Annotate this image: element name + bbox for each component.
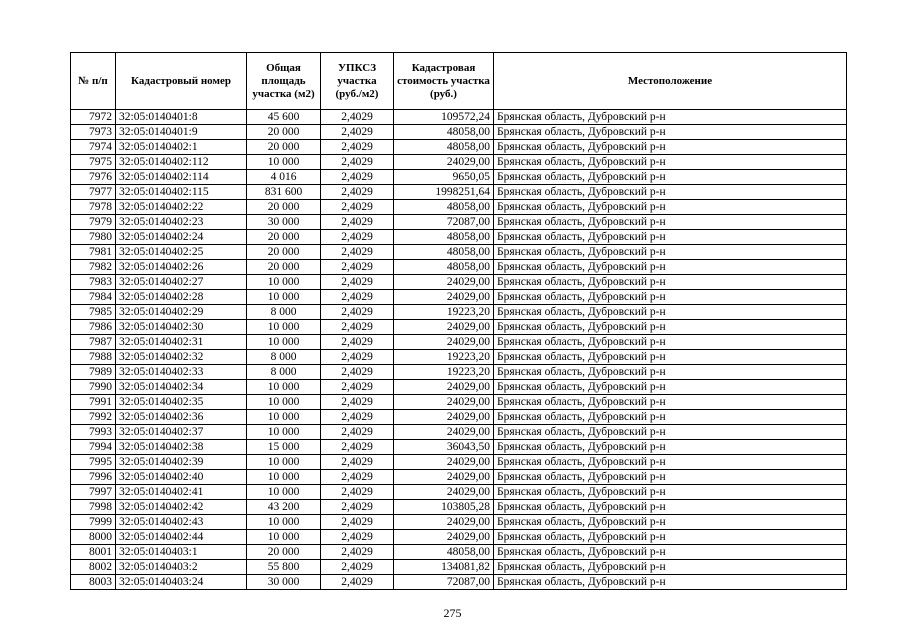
cadastral-number-cell: 32:05:0140402:32 [116, 350, 247, 365]
header-num: № п/п [71, 53, 116, 110]
table-header [71, 53, 847, 110]
row-number-cell: 7998 [71, 500, 116, 515]
cadastral-number-cell: 32:05:0140402:30 [116, 320, 247, 335]
cadastral-cost-cell: 24029,00 [394, 515, 494, 530]
upksz-cell: 2,4029 [321, 260, 394, 275]
cadastral-cost-cell: 36043,50 [394, 440, 494, 455]
upksz-cell: 2,4029 [321, 350, 394, 365]
location-cell: Брянская область, Дубровский р-н [494, 140, 847, 155]
cadastral-cost-cell: 24029,00 [394, 275, 494, 290]
row-number-cell: 7988 [71, 350, 116, 365]
cadastral-number-cell: 32:05:0140403:1 [116, 545, 247, 560]
table-row [71, 260, 847, 275]
cadastral-number-cell: 32:05:0140402:39 [116, 455, 247, 470]
row-number-cell: 7981 [71, 245, 116, 260]
row-number-cell: 7991 [71, 395, 116, 410]
upksz-cell: 2,4029 [321, 440, 394, 455]
cadastral-cost-cell: 48058,00 [394, 125, 494, 140]
cadastral-cost-cell: 24029,00 [394, 455, 494, 470]
cadastral-cost-cell: 48058,00 [394, 545, 494, 560]
cadastral-cost-cell: 48058,00 [394, 200, 494, 215]
cadastral-cost-cell: 109572,24 [394, 110, 494, 125]
upksz-cell: 2,4029 [321, 560, 394, 575]
row-number-cell: 7993 [71, 425, 116, 440]
area-cell: 45 600 [247, 110, 321, 125]
area-cell: 43 200 [247, 500, 321, 515]
area-cell: 20 000 [247, 260, 321, 275]
location-cell: Брянская область, Дубровский р-н [494, 125, 847, 140]
upksz-cell: 2,4029 [321, 335, 394, 350]
location-cell: Брянская область, Дубровский р-н [494, 155, 847, 170]
table-row [71, 485, 847, 500]
header-cadastral-cost: Кадастровая стоимость участка (руб.) [394, 53, 494, 110]
table-row [71, 155, 847, 170]
area-cell: 10 000 [247, 485, 321, 500]
table-row [71, 350, 847, 365]
row-number-cell: 7999 [71, 515, 116, 530]
area-cell: 20 000 [247, 245, 321, 260]
cadastral-cost-cell: 48058,00 [394, 260, 494, 275]
table-row [71, 530, 847, 545]
row-number-cell: 8003 [71, 575, 116, 590]
location-cell: Брянская область, Дубровский р-н [494, 350, 847, 365]
location-cell: Брянская область, Дубровский р-н [494, 455, 847, 470]
location-cell: Брянская область, Дубровский р-н [494, 200, 847, 215]
table-row [71, 425, 847, 440]
upksz-cell: 2,4029 [321, 470, 394, 485]
upksz-cell: 2,4029 [321, 200, 394, 215]
cadastral-number-cell: 32:05:0140402:29 [116, 305, 247, 320]
cadastral-cost-cell: 24029,00 [394, 470, 494, 485]
row-number-cell: 7973 [71, 125, 116, 140]
table-row [71, 125, 847, 140]
area-cell: 15 000 [247, 440, 321, 455]
upksz-cell: 2,4029 [321, 530, 394, 545]
row-number-cell: 7980 [71, 230, 116, 245]
header-row [71, 53, 847, 110]
location-cell: Брянская область, Дубровский р-н [494, 500, 847, 515]
location-cell: Брянская область, Дубровский р-н [494, 470, 847, 485]
location-cell: Брянская область, Дубровский р-н [494, 230, 847, 245]
cadastral-cost-cell: 72087,00 [394, 575, 494, 590]
table-row [71, 410, 847, 425]
table-row [71, 200, 847, 215]
upksz-cell: 2,4029 [321, 500, 394, 515]
table-row [71, 215, 847, 230]
table-row [71, 515, 847, 530]
table-row [71, 365, 847, 380]
upksz-cell: 2,4029 [321, 515, 394, 530]
cadastral-number-cell: 32:05:0140402:36 [116, 410, 247, 425]
upksz-cell: 2,4029 [321, 275, 394, 290]
table-row [71, 230, 847, 245]
cadastral-cost-cell: 24029,00 [394, 335, 494, 350]
row-number-cell: 7986 [71, 320, 116, 335]
location-cell: Брянская область, Дубровский р-н [494, 305, 847, 320]
cadastral-cost-cell: 24029,00 [394, 485, 494, 500]
cadastral-number-cell: 32:05:0140402:25 [116, 245, 247, 260]
location-cell: Брянская область, Дубровский р-н [494, 575, 847, 590]
row-number-cell: 8000 [71, 530, 116, 545]
location-cell: Брянская область, Дубровский р-н [494, 290, 847, 305]
area-cell: 30 000 [247, 215, 321, 230]
header-location: Местоположение [494, 53, 847, 110]
cadastral-number-cell: 32:05:0140403:2 [116, 560, 247, 575]
cadastral-number-cell: 32:05:0140402:24 [116, 230, 247, 245]
cadastral-cost-cell: 72087,00 [394, 215, 494, 230]
area-cell: 20 000 [247, 230, 321, 245]
header-area: Общая площадь участка (м2) [247, 53, 321, 110]
row-number-cell: 7972 [71, 110, 116, 125]
upksz-cell: 2,4029 [321, 245, 394, 260]
upksz-cell: 2,4029 [321, 305, 394, 320]
upksz-cell: 2,4029 [321, 380, 394, 395]
cadastral-number-cell: 32:05:0140402:35 [116, 395, 247, 410]
row-number-cell: 7975 [71, 155, 116, 170]
cadastral-number-cell: 32:05:0140402:34 [116, 380, 247, 395]
cadastral-number-cell: 32:05:0140402:37 [116, 425, 247, 440]
location-cell: Брянская область, Дубровский р-н [494, 425, 847, 440]
location-cell: Брянская область, Дубровский р-н [494, 560, 847, 575]
area-cell: 10 000 [247, 455, 321, 470]
cadastral-number-cell: 32:05:0140402:1 [116, 140, 247, 155]
cadastral-number-cell: 32:05:0140402:33 [116, 365, 247, 380]
upksz-cell: 2,4029 [321, 395, 394, 410]
upksz-cell: 2,4029 [321, 455, 394, 470]
area-cell: 10 000 [247, 320, 321, 335]
upksz-cell: 2,4029 [321, 545, 394, 560]
cadastral-number-cell: 32:05:0140402:23 [116, 215, 247, 230]
row-number-cell: 8001 [71, 545, 116, 560]
upksz-cell: 2,4029 [321, 110, 394, 125]
table-row [71, 305, 847, 320]
location-cell: Брянская область, Дубровский р-н [494, 485, 847, 500]
cadastral-number-cell: 32:05:0140403:24 [116, 575, 247, 590]
upksz-cell: 2,4029 [321, 290, 394, 305]
upksz-cell: 2,4029 [321, 125, 394, 140]
table-row [71, 455, 847, 470]
cadastral-cost-cell: 1998251,64 [394, 185, 494, 200]
cadastral-number-cell: 32:05:0140402:41 [116, 485, 247, 500]
area-cell: 10 000 [247, 380, 321, 395]
table-row [71, 290, 847, 305]
location-cell: Брянская область, Дубровский р-н [494, 335, 847, 350]
row-number-cell: 7997 [71, 485, 116, 500]
location-cell: Брянская область, Дубровский р-н [494, 260, 847, 275]
cadastral-cost-cell: 24029,00 [394, 380, 494, 395]
location-cell: Брянская область, Дубровский р-н [494, 170, 847, 185]
cadastral-number-cell: 32:05:0140402:44 [116, 530, 247, 545]
cadastral-number-cell: 32:05:0140402:115 [116, 185, 247, 200]
area-cell: 10 000 [247, 275, 321, 290]
row-number-cell: 7995 [71, 455, 116, 470]
row-number-cell: 7987 [71, 335, 116, 350]
location-cell: Брянская область, Дубровский р-н [494, 530, 847, 545]
cadastral-number-cell: 32:05:0140401:9 [116, 125, 247, 140]
upksz-cell: 2,4029 [321, 410, 394, 425]
cadastral-cost-cell: 24029,00 [394, 395, 494, 410]
row-number-cell: 7983 [71, 275, 116, 290]
area-cell: 831 600 [247, 185, 321, 200]
location-cell: Брянская область, Дубровский р-н [494, 110, 847, 125]
cadastral-number-cell: 32:05:0140402:42 [116, 500, 247, 515]
cadastral-cost-cell: 19223,20 [394, 350, 494, 365]
cadastral-number-cell: 32:05:0140401:8 [116, 110, 247, 125]
cadastral-number-cell: 32:05:0140402:43 [116, 515, 247, 530]
row-number-cell: 7976 [71, 170, 116, 185]
upksz-cell: 2,4029 [321, 365, 394, 380]
table-row [71, 560, 847, 575]
cadastral-cost-cell: 24029,00 [394, 320, 494, 335]
location-cell: Брянская область, Дубровский р-н [494, 410, 847, 425]
area-cell: 20 000 [247, 125, 321, 140]
upksz-cell: 2,4029 [321, 140, 394, 155]
area-cell: 10 000 [247, 335, 321, 350]
area-cell: 20 000 [247, 545, 321, 560]
location-cell: Брянская область, Дубровский р-н [494, 320, 847, 335]
table-row [71, 470, 847, 485]
row-number-cell: 7974 [71, 140, 116, 155]
cadastral-cost-cell: 24029,00 [394, 410, 494, 425]
row-number-cell: 8002 [71, 560, 116, 575]
upksz-cell: 2,4029 [321, 155, 394, 170]
area-cell: 10 000 [247, 395, 321, 410]
upksz-cell: 2,4029 [321, 215, 394, 230]
table-row [71, 335, 847, 350]
area-cell: 10 000 [247, 155, 321, 170]
table-row [71, 110, 847, 125]
location-cell: Брянская область, Дубровский р-н [494, 365, 847, 380]
area-cell: 20 000 [247, 200, 321, 215]
cadastral-cost-cell: 19223,20 [394, 305, 494, 320]
area-cell: 20 000 [247, 140, 321, 155]
cadastral-cost-cell: 19223,20 [394, 365, 494, 380]
table-row [71, 320, 847, 335]
upksz-cell: 2,4029 [321, 485, 394, 500]
area-cell: 8 000 [247, 365, 321, 380]
area-cell: 10 000 [247, 470, 321, 485]
cadastral-cost-cell: 24029,00 [394, 155, 494, 170]
location-cell: Брянская область, Дубровский р-н [494, 215, 847, 230]
table-row [71, 185, 847, 200]
table-row [71, 140, 847, 155]
cadastral-cost-cell: 134081,82 [394, 560, 494, 575]
location-cell: Брянская область, Дубровский р-н [494, 245, 847, 260]
cadastral-cost-cell: 48058,00 [394, 245, 494, 260]
location-cell: Брянская область, Дубровский р-н [494, 395, 847, 410]
upksz-cell: 2,4029 [321, 230, 394, 245]
cadastral-cost-cell: 103805,28 [394, 500, 494, 515]
row-number-cell: 7985 [71, 305, 116, 320]
table-row [71, 440, 847, 455]
cadastral-number-cell: 32:05:0140402:31 [116, 335, 247, 350]
row-number-cell: 7979 [71, 215, 116, 230]
location-cell: Брянская область, Дубровский р-н [494, 515, 847, 530]
location-cell: Брянская область, Дубровский р-н [494, 275, 847, 290]
location-cell: Брянская область, Дубровский р-н [494, 380, 847, 395]
upksz-cell: 2,4029 [321, 425, 394, 440]
upksz-cell: 2,4029 [321, 185, 394, 200]
area-cell: 10 000 [247, 425, 321, 440]
row-number-cell: 7992 [71, 410, 116, 425]
upksz-cell: 2,4029 [321, 320, 394, 335]
cadastral-number-cell: 32:05:0140402:27 [116, 275, 247, 290]
upksz-cell: 2,4029 [321, 170, 394, 185]
upksz-cell: 2,4029 [321, 575, 394, 590]
cadastral-number-cell: 32:05:0140402:38 [116, 440, 247, 455]
cadastral-number-cell: 32:05:0140402:22 [116, 200, 247, 215]
cadastral-cost-cell: 24029,00 [394, 530, 494, 545]
table-row [71, 545, 847, 560]
table-row [71, 380, 847, 395]
area-cell: 30 000 [247, 575, 321, 590]
cadastral-number-cell: 32:05:0140402:114 [116, 170, 247, 185]
cadastral-cost-cell: 9650,05 [394, 170, 494, 185]
table-row [71, 395, 847, 410]
area-cell: 8 000 [247, 305, 321, 320]
land-plots-table [70, 52, 847, 590]
cadastral-cost-cell: 48058,00 [394, 140, 494, 155]
row-number-cell: 7989 [71, 365, 116, 380]
table-row [71, 170, 847, 185]
area-cell: 10 000 [247, 515, 321, 530]
row-number-cell: 7977 [71, 185, 116, 200]
row-number-cell: 7994 [71, 440, 116, 455]
header-cadastral-number: Кадастровый номер [116, 53, 247, 110]
header-upksz: УПКСЗ участка (руб./м2) [321, 53, 394, 110]
location-cell: Брянская область, Дубровский р-н [494, 440, 847, 455]
area-cell: 10 000 [247, 530, 321, 545]
location-cell: Брянская область, Дубровский р-н [494, 185, 847, 200]
area-cell: 4 016 [247, 170, 321, 185]
area-cell: 8 000 [247, 350, 321, 365]
area-cell: 10 000 [247, 290, 321, 305]
table-body [71, 110, 847, 590]
area-cell: 55 800 [247, 560, 321, 575]
row-number-cell: 7978 [71, 200, 116, 215]
cadastral-number-cell: 32:05:0140402:28 [116, 290, 247, 305]
row-number-cell: 7990 [71, 380, 116, 395]
cadastral-number-cell: 32:05:0140402:112 [116, 155, 247, 170]
cadastral-number-cell: 32:05:0140402:40 [116, 470, 247, 485]
table-row [71, 500, 847, 515]
table-row [71, 245, 847, 260]
page-number: 275 [443, 606, 462, 620]
table-row [71, 575, 847, 590]
table-row [71, 275, 847, 290]
cadastral-cost-cell: 48058,00 [394, 230, 494, 245]
row-number-cell: 7982 [71, 260, 116, 275]
cadastral-cost-cell: 24029,00 [394, 425, 494, 440]
cadastral-number-cell: 32:05:0140402:26 [116, 260, 247, 275]
row-number-cell: 7996 [71, 470, 116, 485]
location-cell: Брянская область, Дубровский р-н [494, 545, 847, 560]
cadastral-cost-cell: 24029,00 [394, 290, 494, 305]
row-number-cell: 7984 [71, 290, 116, 305]
area-cell: 10 000 [247, 410, 321, 425]
